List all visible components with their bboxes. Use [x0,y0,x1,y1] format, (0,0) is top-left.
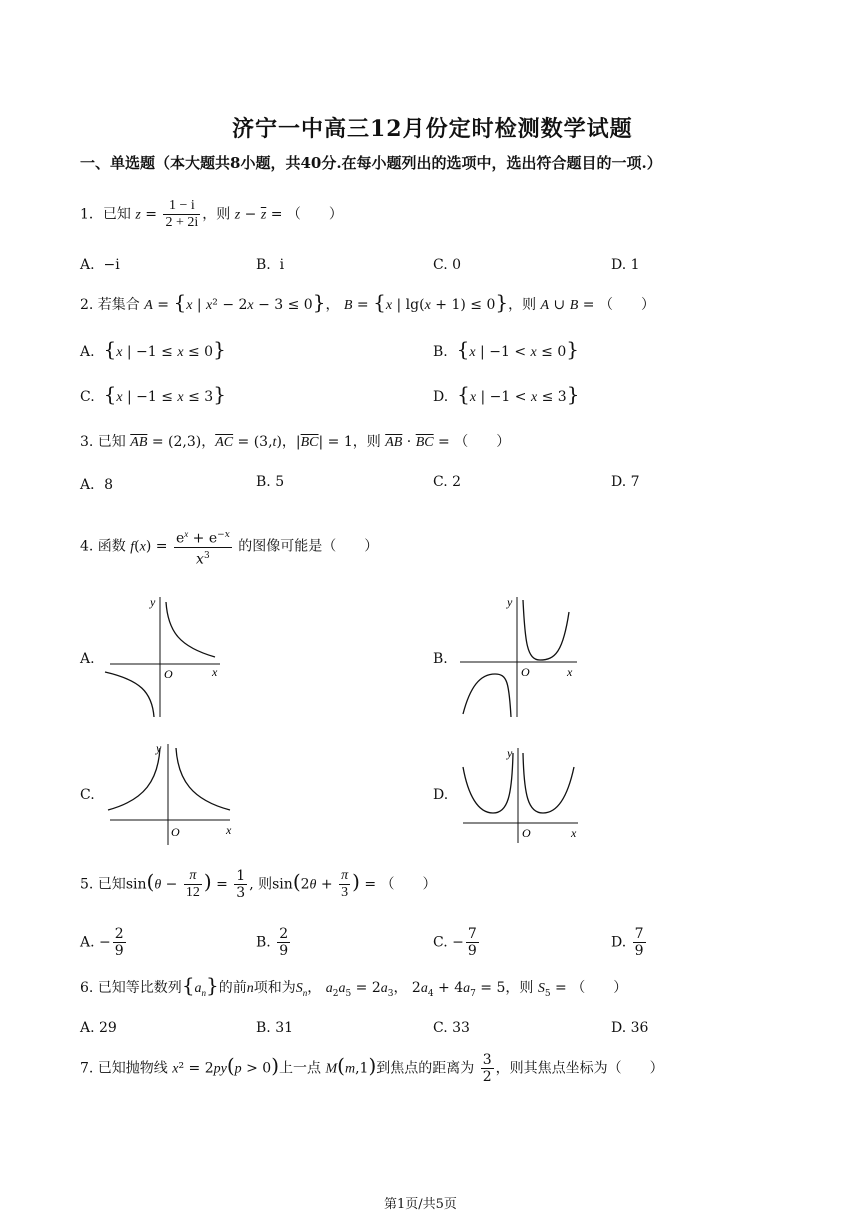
q2-option-a: A. {x | −1 ≤ x ≤ 0} [80,337,226,361]
q1-option-c: C. 0 [433,257,462,273]
q5-option-a: A. − $\frac{2}{9}$ [80,926,124,959]
q1-option-a: A. −i [80,257,120,273]
q1-prefix: 1．已知 [80,206,131,223]
q3-option-d: D. 7 [611,474,640,490]
q4-option-a-label: A. [80,651,95,667]
q4-graph-a [100,592,230,722]
q6-option-b: B. 31 [256,1020,294,1036]
q5-option-d: D. $\frac{7}{9}$ [611,926,644,959]
graph-d-y-label: y [507,746,513,760]
q2-option-c: C. {x | −1 ≤ x ≤ 3} [80,382,226,406]
q4-option-b-label: B. [433,651,448,667]
q4-graph-c [100,740,240,850]
q3-option-c: C. 2 [433,474,462,490]
graph-a-y-label: y [150,595,156,609]
q4-graph-b [455,592,585,722]
page-footer: 第1页/共5页 [384,1197,457,1212]
q4-option-d-label: D. [433,787,449,803]
q2-option-d: D. {x | −1 < x ≤ 3} [433,382,580,406]
graph-c-x-label: x [226,823,232,837]
q1-post: ，则 [202,206,231,223]
graph-d-x-label: x [571,826,577,840]
graph-b-x-label: x [567,665,573,679]
question-1: 1．已知 z = $\frac{1 - i}{2 + 2i}$ ，则 $z - \overline{z}$ = （ ） [80,198,343,230]
q3-option-b: B. 5 [256,474,285,490]
question-4: 4. 函数 f(x) = $\frac{e^x + e^{-x}}{x^3}$ 的图像可能是（ ） [80,526,378,567]
graph-b-y-label: y [507,595,513,609]
q1-option-d: D. 1 [611,257,640,273]
graph-b-origin: O [521,665,530,679]
q2-option-b: B. {x | −1 < x ≤ 0} [433,337,579,361]
page-title: 济宁一中高三12月份定时检测数学试题 [232,116,633,142]
q6-option-c: C. 33 [433,1020,470,1036]
q4-graph-d [458,745,588,845]
q1-option-b: B. i [256,257,285,273]
graph-c-origin: O [171,825,180,839]
question-2: 2. 若集合 A = {x | x² − 2x − 3 ≤ 0}， B = {x | lg(x + 1) ≤ 0}，则 A ∪ B = （ ） [80,290,655,314]
question-5: 5. 已知sin(θ − $\frac{\pi}{12}$ ) = $\frac{1}{3}$ , 则sin(2θ + $\frac{\pi}{3}$ ) = （ ） [80,868,437,901]
section-heading: 一、单选题（本大题共8小题，共40分.在每小题列出的选项中，选出符合题目的一项.） [80,154,662,172]
q4-option-c-label: C. [80,787,95,803]
q5-option-c: C. − $\frac{7}{9}$ [433,926,477,959]
q3-option-a: A．8 [80,477,114,493]
graph-a-origin: O [164,667,173,681]
question-7: 7. 已知抛物线 x² = 2py(p > 0)上一点 M(m,1)到焦点的距离为 $\frac{3}{2}$ ，则其焦点坐标为（ ） [80,1052,664,1085]
graph-c-y-label: y [156,741,162,755]
question-6: 6. 已知等比数列$\{a_n\}$的前n项和为$S_n$， $a_2a_5 = 2a_3$， $2a_4 + 4a_7 = 5$，则 $S_5$ = （ ） [80,973,628,999]
graph-a-x-label: x [212,665,218,679]
q6-option-a: A. 29 [80,1020,117,1036]
q6-option-d: D. 36 [611,1020,649,1036]
graph-d-origin: O [522,826,531,840]
q5-option-b: B. $\frac{2}{9}$ [256,926,289,959]
question-3: 3. 已知 $\overline{AB} = (2,3)$，$\overline{AC} = (3,t)$，$|\overline{BC}| = 1$，则 $\overline{AB} \cdot \overline{BC}$ = （ ） [80,434,511,450]
q1-paren: （ ） [286,206,343,223]
